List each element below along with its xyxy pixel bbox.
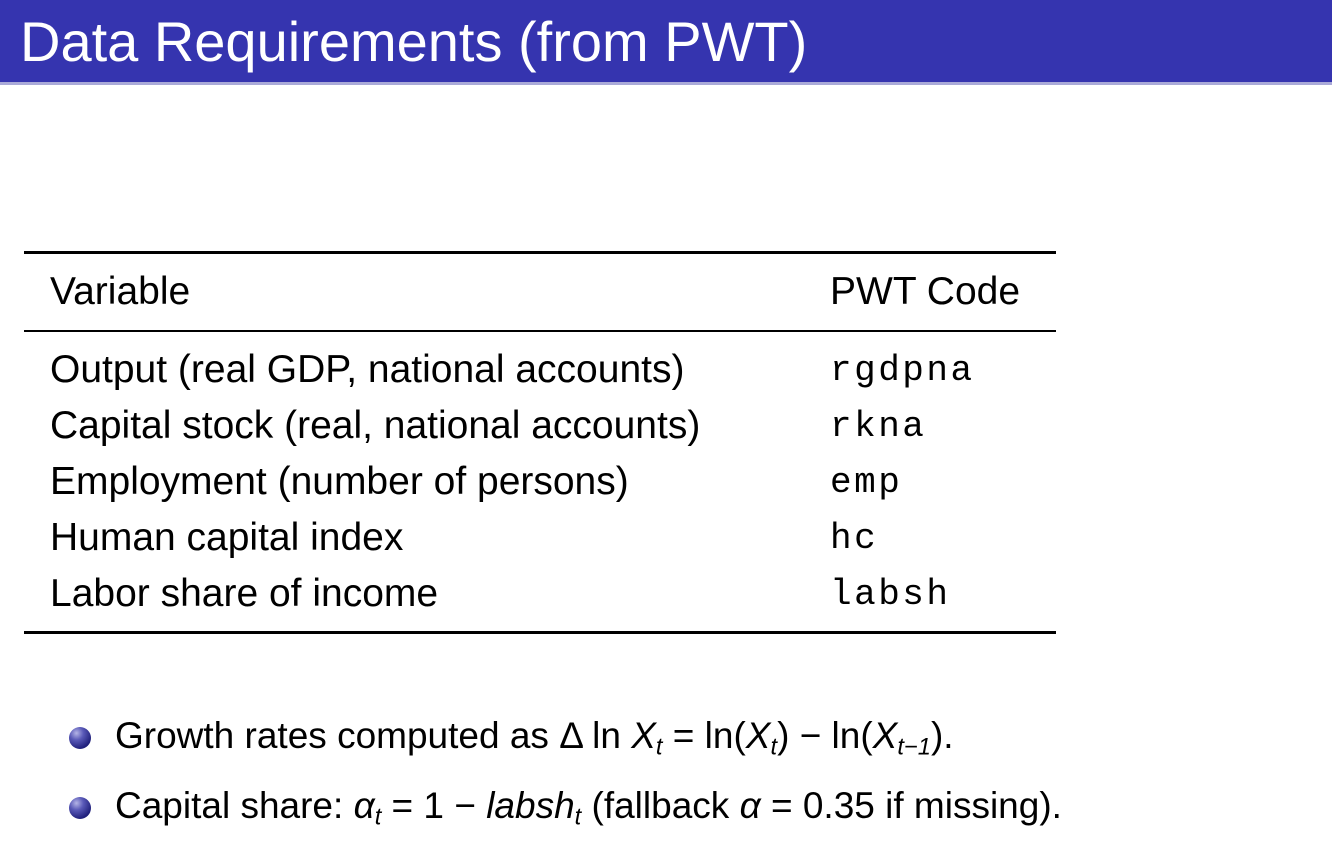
bullet-text-segment: t	[374, 804, 382, 831]
bullet-text-segment: X	[872, 714, 898, 756]
bullet-text	[115, 715, 954, 762]
pwt-code-cell: rkna	[830, 405, 927, 447]
bullet-text-segment: if missing).	[885, 784, 1062, 826]
table-bottom-rule	[24, 631, 1056, 634]
bullet-text-segment: t	[574, 804, 582, 831]
bullet-text-segment: X	[745, 714, 771, 756]
bullet-text	[115, 785, 1062, 832]
slide-title: Data Requirements (from PWT)	[20, 9, 808, 73]
bullet-text-segment: (fallback	[581, 784, 740, 826]
data-table	[24, 251, 1056, 634]
bullet-text-segment: labsh	[486, 784, 575, 826]
table-row	[24, 566, 1056, 622]
bullet-text-segment: Δ ln	[559, 714, 632, 756]
bullet-item	[69, 703, 1062, 773]
bullet-text-segment: X	[631, 714, 656, 756]
variable-header-cell: Variable	[50, 270, 191, 313]
slide-title-bar	[0, 0, 1332, 85]
variable-cell: Capital stock (real, national accounts)	[50, 404, 701, 447]
table-body	[24, 332, 1056, 631]
table-row	[24, 398, 1056, 454]
bullet-text-segment: = ln(	[662, 714, 746, 756]
variable-cell: Labor share of income	[50, 572, 439, 615]
pwt-code-cell: emp	[830, 461, 903, 503]
bullet-text-segment: = 0.35	[760, 784, 886, 826]
pwt-code-cell: hc	[830, 517, 879, 559]
bullet-ball-icon	[69, 727, 91, 749]
table-row	[24, 454, 1056, 510]
bullet-text-segment: ).	[930, 714, 954, 756]
variable-cell: Employment (number of persons)	[50, 460, 629, 503]
bullet-text-segment: Growth rates computed as	[115, 714, 560, 756]
bullet-text-segment: t	[770, 734, 778, 761]
bullet-text-segment: Capital share:	[115, 784, 354, 826]
table-header-row	[24, 254, 1056, 330]
bullet-text-segment: t−1	[897, 734, 931, 761]
variable-cell: Output (real GDP, national accounts)	[50, 348, 685, 391]
bullet-ball-icon	[69, 797, 91, 819]
bullet-text-segment: α	[739, 784, 761, 826]
pwt-code-cell: labsh	[830, 573, 951, 615]
bullet-text-segment: t	[655, 734, 663, 761]
table-row	[24, 342, 1056, 398]
pwt-code-cell: rgdpna	[830, 349, 975, 391]
table-row	[24, 510, 1056, 566]
bullet-text-segment: α	[353, 784, 375, 826]
bullet-item	[69, 773, 1062, 843]
bullet-text-segment: = 1 −	[381, 784, 487, 826]
code-header-cell: PWT Code	[830, 270, 1021, 313]
bullet-text-segment: ) − ln(	[777, 714, 873, 756]
variable-cell: Human capital index	[50, 516, 404, 559]
bullet-list	[69, 703, 1062, 843]
